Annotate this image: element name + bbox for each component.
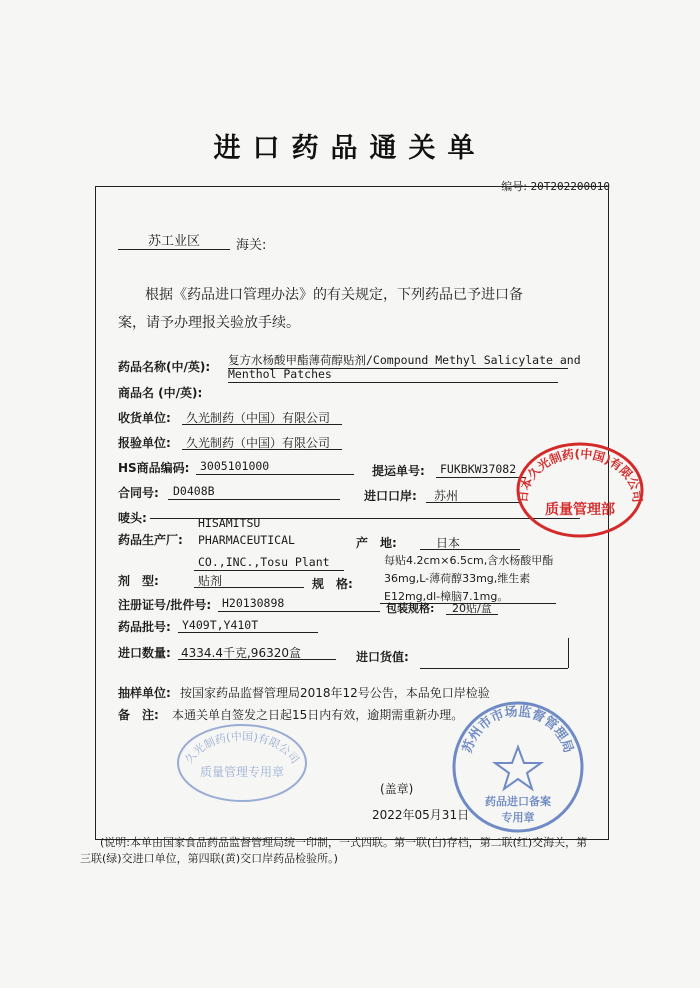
drug-name-underline-2 — [228, 382, 558, 383]
customs-office: 苏工业区 — [118, 230, 230, 250]
spec-value-2: 36mg,L-薄荷醇33mg,维生素 — [384, 572, 531, 585]
inspection-label: 报验单位: — [118, 436, 171, 450]
round-seal-center-1: 药品进口备案 — [485, 795, 551, 808]
serial-value: 20T202200010 — [530, 180, 610, 193]
port-value: 苏州 — [434, 489, 459, 503]
sampling-label: 抽样单位: — [118, 686, 171, 700]
quantity-label: 进口数量: — [118, 646, 171, 660]
blue-seal-center-text: 质量管理专用章 — [199, 765, 285, 779]
remarks-value: 本通关单自签发之日起15日内有效，逾期需重新办理。 — [172, 708, 464, 722]
drug-name-value-2: Menthol Patches — [228, 367, 332, 381]
red-seal-center-text: 质量管理部 — [545, 502, 615, 518]
customs-suffix: 海关: — [236, 238, 267, 253]
official-round-seal — [448, 697, 588, 837]
goods-value-tick — [568, 638, 569, 668]
red-company-seal — [513, 440, 647, 540]
batch-value: Y409T,Y410T — [182, 618, 259, 632]
contract-value: D0408B — [173, 484, 215, 498]
manufacturer-label: 药品生产厂: — [118, 533, 183, 547]
dosage-form-underline — [194, 587, 304, 588]
blue-company-seal — [172, 720, 312, 806]
manufacturer-value-2: PHARMACEUTICAL — [198, 533, 295, 547]
manufacturer-underline — [194, 570, 344, 571]
port-label: 进口口岸: — [364, 489, 417, 503]
issue-date: 2022年05月31日 — [372, 808, 470, 822]
blue-seal-ring-text: 久光制药(中国)有限公司 — [182, 729, 302, 767]
consignee-label: 收货单位: — [118, 411, 171, 425]
remarks-label: 备 注: — [118, 708, 159, 722]
consignee-value: 久光制药（中国）有限公司 — [186, 411, 331, 425]
round-seal-center-2: 专用章 — [501, 811, 535, 824]
hs-code-value: 3005101000 — [200, 459, 270, 473]
sampling-value: 按国家药品监督管理局2018年12号公告，本品免口岸检验 — [180, 686, 490, 700]
intro-line-2: 案，请予办理报关验放手续。 — [118, 315, 300, 331]
footer-note-1: (说明:本单由国家食品药品监督管理局统一印制，一式四联。第一联(白)存档，第二联(红)交海关，第 — [100, 836, 588, 849]
footer-note-2: 三联(绿)交进口单位，第四联(黄)交口岸药品检验所。) — [80, 852, 338, 865]
batch-underline — [178, 632, 318, 633]
manufacturer-value-1: HISAMITSU — [198, 516, 261, 530]
port-underline — [426, 502, 522, 503]
register-underline — [218, 611, 380, 612]
inspection-underline — [182, 449, 342, 450]
bill-label: 提运单号: — [372, 464, 425, 478]
register-label: 注册证号/批件号: — [118, 598, 212, 612]
origin-value: 日本 — [436, 536, 461, 550]
red-seal-ring-text: 日本久光制药(中国)有限公司 — [515, 446, 645, 504]
goods-value-label: 进口货值: — [356, 650, 409, 664]
quantity-underline — [178, 659, 336, 660]
svg-text:日本久光制药(中国)有限公司 — [516, 446, 645, 503]
batch-label: 药品批号: — [118, 620, 171, 634]
spec-label: 规 格: — [312, 577, 353, 591]
quantity-value: 4334.4千克,96320盒 — [181, 646, 301, 660]
hs-code-underline — [196, 474, 354, 475]
dosage-form-value: 贴剂 — [198, 574, 223, 588]
manufacturer-value-3: CO.,INC.,Tosu Plant — [198, 555, 330, 569]
dosage-form-label: 剂 型: — [118, 574, 159, 588]
consignee-underline — [182, 424, 342, 425]
inspection-value: 久光制药（中国）有限公司 — [186, 436, 331, 450]
package-underline — [446, 614, 498, 615]
origin-label: 产 地: — [356, 536, 397, 550]
round-seal-ring-text: 苏州市市场监督管理局 — [460, 704, 576, 755]
serial-label: 编号: — [501, 180, 528, 193]
origin-underline — [420, 549, 520, 550]
document-title: 进口药品通关单 — [213, 133, 487, 164]
star-icon — [495, 747, 541, 789]
drug-name-label: 药品名称(中/英): — [118, 360, 211, 374]
contract-underline — [168, 499, 340, 500]
spec-value-1: 每贴4.2cm×6.5cm,含水杨酸甲酯 — [384, 554, 554, 567]
stamp-note: (盖章) — [380, 782, 414, 796]
contract-label: 合同号: — [118, 486, 159, 500]
register-value: H20130898 — [222, 596, 285, 610]
package-value: 20贴/盒 — [452, 602, 492, 615]
mark-label: 唛头: — [118, 511, 147, 525]
trade-name-label: 商品名 (中/英): — [118, 386, 203, 400]
intro-line-1: 根据《药品进口管理办法》的有关规定，下列药品已予进口备 — [145, 287, 523, 303]
bill-value: FUKBKW37082 — [440, 462, 517, 476]
package-label: 包装规格: — [386, 602, 435, 615]
hs-code-label: HS商品编码: — [118, 461, 190, 475]
drug-name-value-1: 复方水杨酸甲酯薄荷醇贴剂/Compound Methyl Salicylate and — [228, 353, 581, 367]
goods-value-underline — [420, 668, 568, 669]
spec-value-3: E12mg,dl-樟脑7.1mg。 — [384, 590, 509, 603]
